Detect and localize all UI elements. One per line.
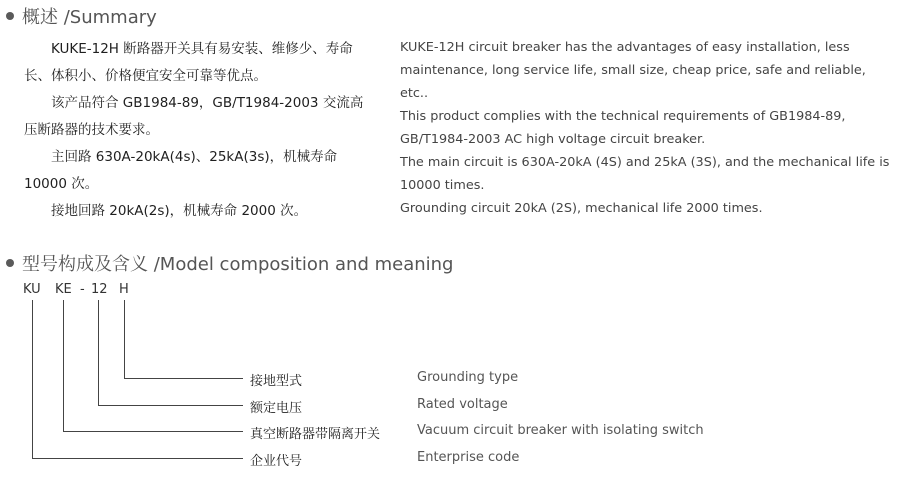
zh-paragraph: KUKE-12H 断路器开关具有易安装、维修少、寿命长、体积小、价格便宜安全可靠等优点。 [24, 41, 353, 84]
connector-line-enterprise [33, 300, 244, 459]
summary-title: 概述 /Summary [22, 7, 157, 28]
code-part-enterprise: KU [23, 282, 41, 297]
meaning-en-grounding: Grounding type [417, 370, 519, 385]
meaning-zh-type: 真空断路器带隔离开关 [250, 427, 381, 442]
model-title: 型号构成及含义 /Model composition and meaning [22, 254, 454, 275]
meaning-en-type: Vacuum circuit breaker with isolating switch [417, 423, 704, 438]
meaning-en-voltage: Rated voltage [417, 397, 508, 412]
en-paragraph: This product complies with the technical requirements of GB1984-89, GB/T1984-2003 AC high voltage circuit breaker. [400, 109, 846, 147]
zh-paragraph: 该产品符合 GB1984-89，GB/T1984-2003 交流高压断路器的技术要求。 [24, 95, 364, 138]
connector-line-voltage [99, 300, 244, 406]
meaning-en-enterprise: Enterprise code [417, 450, 520, 465]
en-paragraph: The main circuit is 630A-20kA (4S) and 25kA (3S), and the mechanical life is 10000 times. [400, 155, 890, 193]
meaning-zh-voltage: 额定电压 [250, 401, 303, 416]
en-paragraph: Grounding circuit 20kA (2S), mechanical life 2000 times. [400, 201, 763, 216]
code-part-grounding: H [119, 282, 129, 297]
zh-paragraph: 主回路 630A-20kA(4s)、25kA(3s)，机械寿命 10000 次。 [24, 149, 338, 192]
meaning-zh-enterprise: 企业代号 [250, 454, 303, 469]
connector-line-type [64, 300, 244, 432]
meaning-zh-grounding: 接地型式 [250, 374, 303, 389]
code-part-dash: - [80, 282, 85, 297]
code-part-type: KE [55, 282, 72, 297]
connector-line-grounding [125, 300, 244, 379]
code-part-voltage: 12 [91, 282, 108, 297]
en-paragraph: KUKE-12H circuit breaker has the advantages of easy installation, less maintenance, long service life, small size, cheap price, safe and reliable, etc.. [400, 40, 866, 101]
zh-paragraph: 接地回路 20kA(2s)，机械寿命 2000 次。 [51, 203, 308, 219]
